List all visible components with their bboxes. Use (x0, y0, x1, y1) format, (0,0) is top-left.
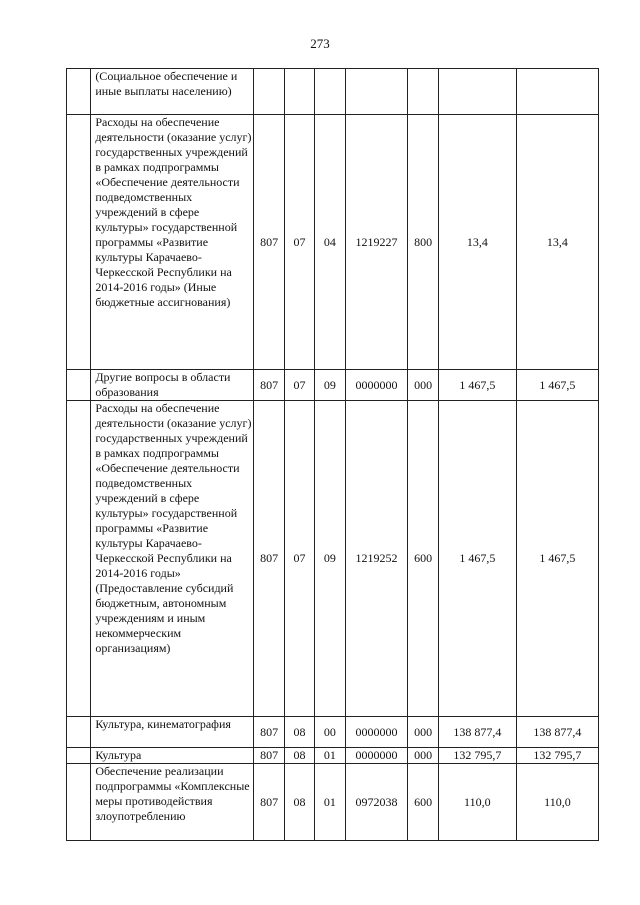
amount-cell (438, 69, 516, 115)
table-row (67, 69, 599, 115)
expense-type-cell (408, 69, 438, 115)
section-code-cell: 08 (284, 717, 314, 748)
section-code-cell (284, 69, 314, 115)
target-code-cell: 0972038 (345, 764, 408, 841)
page-number: 273 (310, 36, 330, 51)
budget-table (66, 68, 599, 841)
amount-cell: 1 467,5 (438, 401, 516, 717)
table-row (67, 748, 599, 764)
amount-cell-2: 132 795,7 (516, 748, 598, 764)
ministry-code-cell: 807 (254, 401, 284, 717)
row-marker-cell (67, 370, 91, 401)
description-cell: Другие вопросы в области образования (91, 370, 254, 401)
amount-cell-2 (516, 69, 598, 115)
row-marker-cell (67, 717, 91, 748)
target-code-cell: 0000000 (345, 717, 408, 748)
section-code-cell: 07 (284, 115, 314, 370)
row-marker-cell (67, 69, 91, 115)
amount-cell: 1 467,5 (438, 370, 516, 401)
amount-cell-2: 1 467,5 (516, 370, 598, 401)
subsection-code-cell: 01 (315, 764, 345, 841)
row-marker-cell (67, 764, 91, 841)
section-code-cell: 07 (284, 401, 314, 717)
ministry-code-cell: 807 (254, 764, 284, 841)
description-cell: Расходы на обеспечение деятельности (оказание услуг) государственных учреждений в рамках подпрограммы «Обеспечение деятельности подведомственных учреждений в сфере культуры» государственной программы «Развитие культуры Карачаево-Черкесской Республики на 2014-2016 годы» (Предоставление субсидий бюджетным, автономным учреждениям и иным некоммерческим организациям) (91, 401, 254, 717)
target-code-cell (345, 69, 408, 115)
amount-cell-2: 13,4 (516, 115, 598, 370)
expense-type-cell: 600 (408, 764, 438, 841)
row-marker-cell (67, 401, 91, 717)
ministry-code-cell: 807 (254, 717, 284, 748)
expense-type-cell: 000 (408, 370, 438, 401)
section-code-cell: 08 (284, 748, 314, 764)
row-marker-cell (67, 115, 91, 370)
subsection-code-cell: 01 (315, 748, 345, 764)
target-code-cell: 1219252 (345, 401, 408, 717)
description-cell: Расходы на обеспечение деятельности (оказание услуг) государственных учреждений в рамках подпрограммы «Обеспечение деятельности подведомственных учреждений в сфере культуры» государственной программы «Развитие культуры Карачаево-Черкесской Республики на 2014-2016 годы» (Иные бюджетные ассигнования) (91, 115, 254, 370)
amount-cell: 132 795,7 (438, 748, 516, 764)
description-cell: Культура, кинематография (91, 717, 254, 748)
subsection-code-cell: 09 (315, 370, 345, 401)
ministry-code-cell (254, 69, 284, 115)
target-code-cell: 0000000 (345, 748, 408, 764)
expense-type-cell: 000 (408, 717, 438, 748)
table-row (67, 717, 599, 748)
expense-type-cell: 800 (408, 115, 438, 370)
ministry-code-cell: 807 (254, 115, 284, 370)
target-code-cell: 0000000 (345, 370, 408, 401)
amount-cell-2: 138 877,4 (516, 717, 598, 748)
subsection-code-cell: 00 (315, 717, 345, 748)
table-row (67, 370, 599, 401)
description-cell: (Социальное обеспечение и иные выплаты населению) (91, 69, 254, 115)
description-cell: Обеспечение реализации подпрограммы «Комплексные меры противодействия злоупотреблению (91, 764, 254, 841)
ministry-code-cell: 807 (254, 748, 284, 764)
amount-cell: 138 877,4 (438, 717, 516, 748)
amount-cell: 110,0 (438, 764, 516, 841)
table-row (67, 115, 599, 370)
section-code-cell: 07 (284, 370, 314, 401)
section-code-cell: 08 (284, 764, 314, 841)
expense-type-cell: 600 (408, 401, 438, 717)
subsection-code-cell: 04 (315, 115, 345, 370)
target-code-cell: 1219227 (345, 115, 408, 370)
row-marker-cell (67, 748, 91, 764)
table-row (67, 401, 599, 717)
table-row (67, 764, 599, 841)
subsection-code-cell: 09 (315, 401, 345, 717)
amount-cell: 13,4 (438, 115, 516, 370)
subsection-code-cell (315, 69, 345, 115)
ministry-code-cell: 807 (254, 370, 284, 401)
amount-cell-2: 1 467,5 (516, 401, 598, 717)
description-cell: Культура (91, 748, 254, 764)
amount-cell-2: 110,0 (516, 764, 598, 841)
expense-type-cell: 000 (408, 748, 438, 764)
